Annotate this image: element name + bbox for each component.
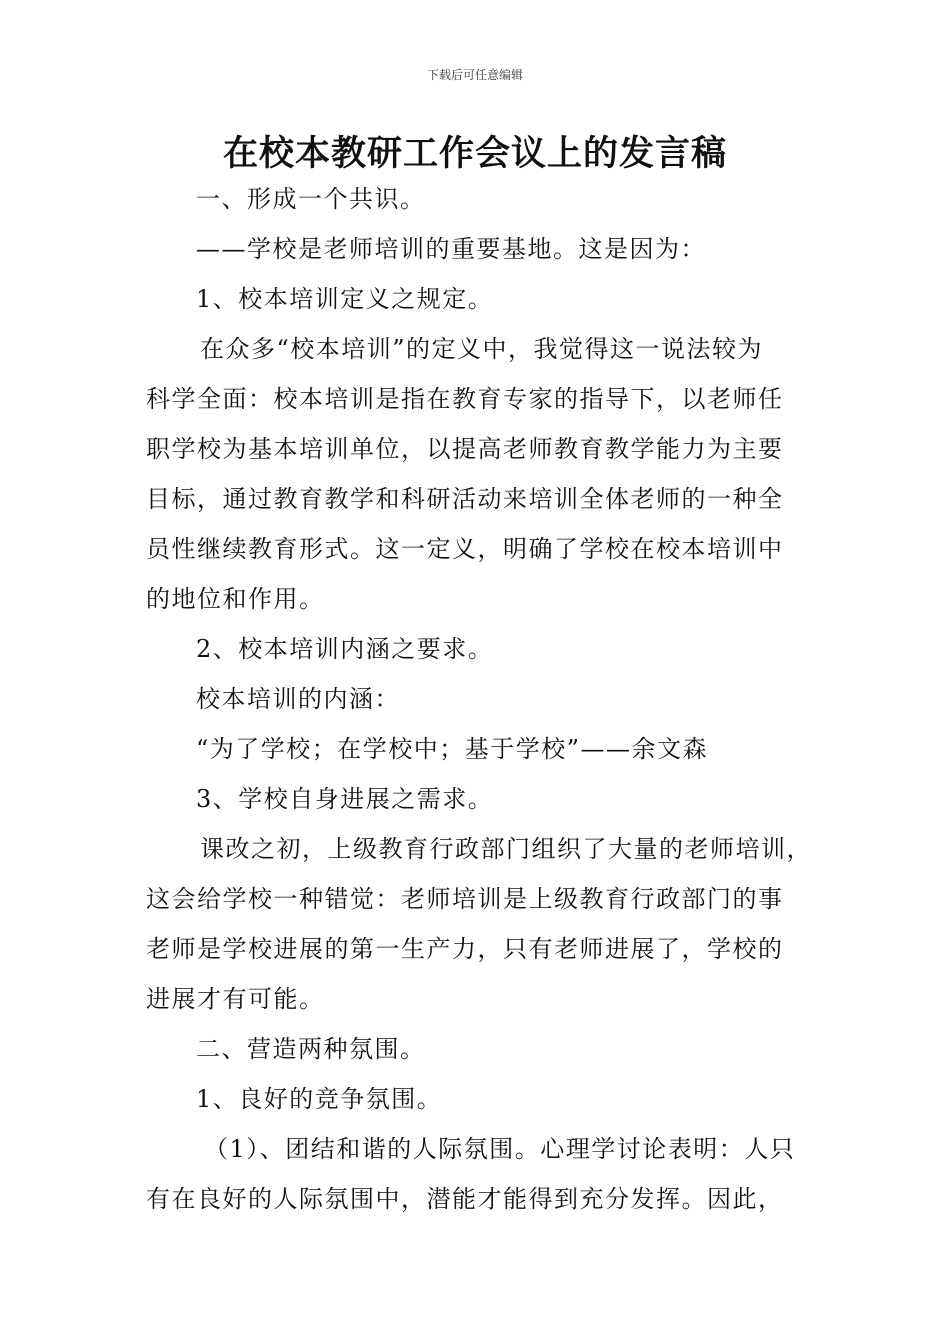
paragraph-line: （1）、团结和谐的人际氛围。心理学讨论表明：人只 — [204, 1135, 796, 1163]
paragraph-line: 科学全面：校本培训是指在教育专家的指导下，以老师任 — [146, 385, 784, 413]
paragraph-line: 2、校本培训内涵之要求。 — [196, 635, 494, 663]
paragraph-line: ——学校是老师培训的重要基地。这是因为： — [196, 235, 706, 263]
paragraph-line: 这会给学校一种错觉：老师培训是上级教育行政部门的事 — [146, 885, 784, 913]
paragraph-line: 二、营造两种氛围。 — [196, 1035, 426, 1063]
paragraph-line: 职学校为基本培训单位，以提高老师教育教学能力为主要 — [146, 435, 784, 463]
paragraph-line: 在众多“校本培训”的定义中，我觉得这一说法较为 — [200, 335, 764, 363]
paragraph-line: 目标，通过教育教学和科研活动来培训全体老师的一种全 — [146, 485, 784, 513]
paragraph-line: 一、形成一个共识。 — [196, 185, 426, 213]
document-title: 在校本教研工作会议上的发言稿 — [222, 134, 727, 174]
paragraph-line: 3、学校自身进展之需求。 — [196, 785, 494, 813]
paragraph-line: 员性继续教育形式。这一定义，明确了学校在校本培训中 — [146, 535, 784, 563]
paragraph-line: 老师是学校进展的第一生产力，只有老师进展了，学校的 — [146, 935, 784, 963]
header-note: 下载后可任意编辑 — [426, 68, 523, 82]
paragraph-line: 的地位和作用。 — [146, 585, 325, 613]
paragraph-line: 课改之初，上级教育行政部门组织了大量的老师培训， — [200, 835, 812, 863]
paragraph-line: 1、良好的竞争氛围。 — [196, 1085, 443, 1113]
paragraph-line: 有在良好的人际氛围中，潜能才能得到充分发挥。因此， — [146, 1185, 784, 1213]
paragraph-line: 校本培训的内涵： — [196, 685, 400, 713]
paragraph-line: 1、校本培训定义之规定。 — [196, 285, 494, 313]
paragraph-line: “为了学校；在学校中；基于学校”——余文森 — [196, 735, 709, 763]
paragraph-line: 进展才有可能。 — [146, 985, 325, 1013]
